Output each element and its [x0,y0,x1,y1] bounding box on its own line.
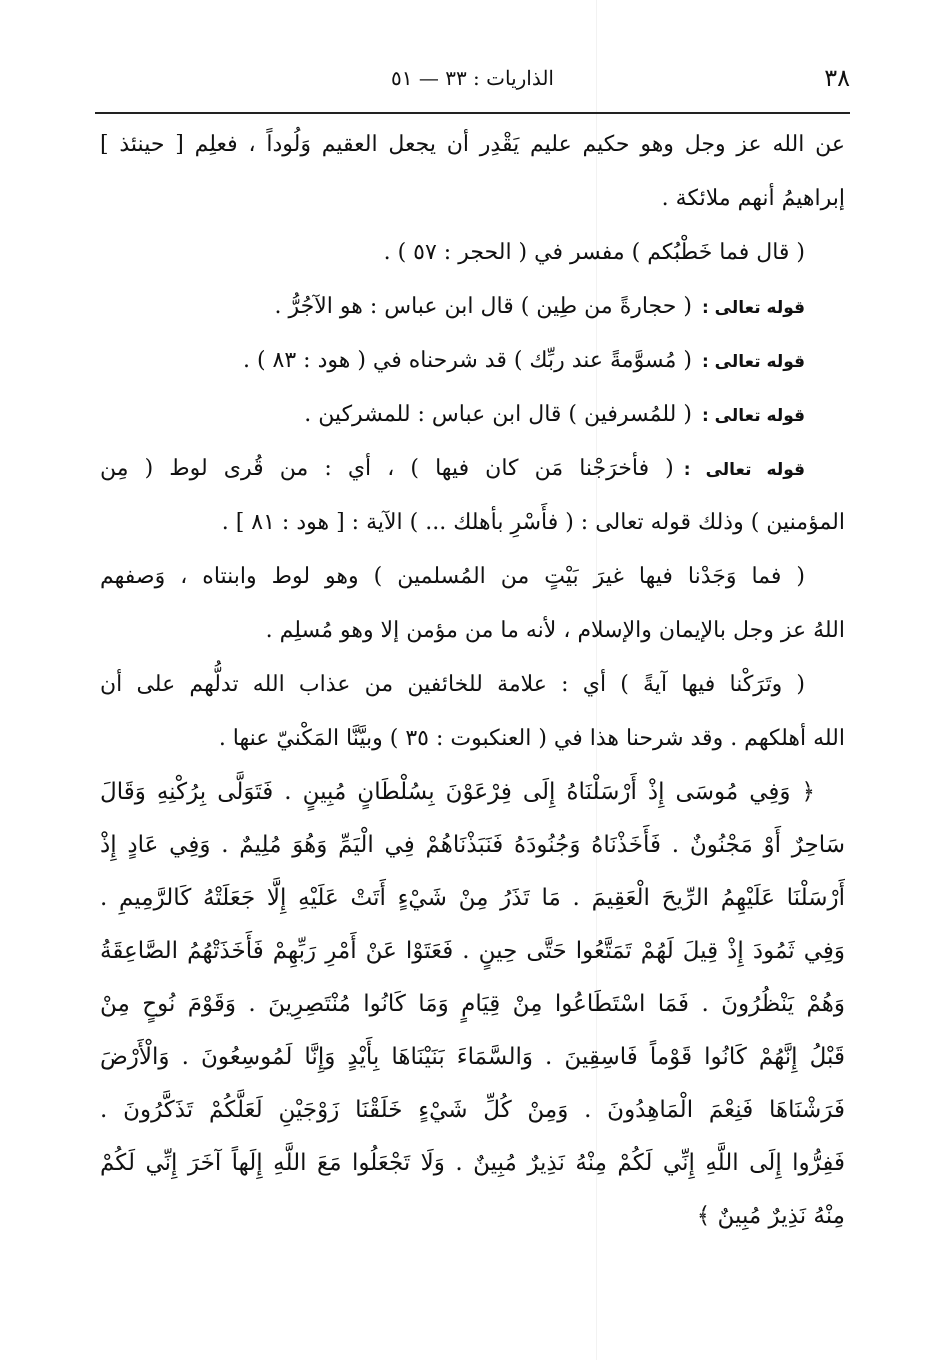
line-text: الله أهلكهم . وقد شرحنا هذا في ( العنكبوت : ٣٥ ) وبيَّنَّا المَكْنيّ عنها . [218,726,845,751]
text-line [100,388,845,442]
verse-label: قوله تعالى : [683,460,806,480]
text-line [100,550,845,604]
verse-label: قوله تعالى : [701,406,805,426]
line-text: اللهُ عز وجل بالإيمان والإسلام ، لأنه ما من مؤمن إلا وهو مُسلِم . [265,618,845,643]
line-text: ( مُسوَّمةً عند ربِّك ) قد شرحناه في ( هود : ٨٣ ) . [242,348,692,373]
quran-line: فَرَشْنَاهَا فَنِعْمَ الْمَاهِدُونَ . وَمِنْ كُلِّ شَيْءٍ خَلَقْنَا زَوْجَيْنِ لَعَلَّكُمْ تَذَكَّرُونَ . [100,1097,845,1123]
quran-line: فَفِرُّوا إِلَى اللَّهِ إِنِّي لَكُمْ مِنْهُ نَذِيرٌ مُبِينٌ . وَلَا تَجْعَلُوا مَعَ اللَّهِ إِلَهاً آخَرَ إِنِّي لَكُمْ [100,1150,845,1176]
verse-label: قوله تعالى : [701,298,805,318]
line-text: ( حجارةً من طِين ) قال ابن عباس : هو الآجُرُّ . [274,294,692,319]
line-text: ( وتَرَكْنا فيها آيةً ) أي : علامة للخائفين من عذاب الله تدلُّهم على أن [100,672,805,697]
text-line [100,442,845,496]
commentary-block [100,118,845,766]
quran-line: ﴿ وَفِي مُوسَى إِذْ أَرْسَلْنَاهُ إِلَى فِرْعَوْنَ بِسُلْطَانٍ مُبِينٍ . فَتَوَلَّى بِرُكْنِهِ وَقَالَ [100,779,815,805]
text-line [100,334,845,388]
line-text: المؤمنين ) وذلك قوله تعالى : ( فأَسْرِ بأهلك ... ) الآية : [ هود : ٨١ ] . [221,510,845,535]
header-divider [95,112,850,114]
text-line [100,658,845,712]
quran-passage [100,766,845,1243]
line-text: عن الله عز وجل وهو حكيم عليم يَقْدِر أن يجعل العقيم وَلُوداً ، فعلِم [ حينئذ ] [100,132,845,157]
page-body [100,118,845,1243]
text-line [100,604,845,658]
quran-line: قَبْلُ إِنَّهُمْ كَانُوا قَوْماً فَاسِقِينَ . وَالسَّمَاءَ بَنَيْنَاهَا بِأَيْدٍ وَإِنَّا لَمُوسِعُونَ . وَالْأَرْضَ [100,1044,845,1070]
verse-label: قوله تعالى : [701,352,805,372]
line-text: ( فما وَجَدْنا فيها غيرَ بَيْتٍ من المُسلمين ) وهو لوط وابنتاه ، وَصفهم [100,564,805,589]
text-line [100,226,845,280]
quran-line: وَهُمْ يَنْظُرُونَ . فَمَا اسْتَطَاعُوا مِنْ قِيَامٍ وَمَا كَانُوا مُنْتَصِرِينَ . وَقَوْمَ نُوحٍ مِنْ [100,991,845,1017]
quran-line: أَرْسَلْنَا عَلَيْهِمُ الرِّيحَ الْعَقِيمَ . مَا تَذَرُ مِنْ شَيْءٍ أَتَتْ عَلَيْهِ إِلَّا جَعَلَتْهُ كَالرَّمِيمِ . [100,885,845,911]
quran-line: مِنْهُ نَذِيرٌ مُبِينٌ ﴾ [696,1203,845,1229]
line-text: ( قال فما خَطْبُكم ) مفسر في ( الحجر : ٥٧ ) . [383,240,805,265]
text-line [100,712,845,766]
text-line [100,172,845,226]
text-line [100,280,845,334]
page-number: ٣٨ [824,64,850,92]
line-text: ( فأخرَجْنا مَن كان فيها ) ، أي : من قُرى لوط ( مِن [100,456,674,481]
page-header [95,60,850,100]
text-line [100,118,845,172]
line-text: إبراهيمُ أنهم ملائكة . [661,186,845,211]
line-text: ( للمُسرفين ) قال ابن عباس : للمشركين . [304,402,692,427]
quran-line: سَاحِرٌ أَوْ مَجْنُونٌ . فَأَخَذْنَاهُ وَجُنُودَهُ فَنَبَذْنَاهُمْ فِي الْيَمِّ وَهُوَ مُلِيمٌ . وَفِي عَادٍ إِذْ [100,832,845,858]
quran-line: وَفِي ثَمُودَ إِذْ قِيلَ لَهُمْ تَمَتَّعُوا حَتَّى حِينٍ . فَعَتَوْا عَنْ أَمْرِ رَبِّهِمْ فَأَخَذَتْهُمُ الصَّاعِقَةُ [100,938,845,964]
text-line [100,496,845,550]
running-title: الذاريات : ٣٣ — ٥١ [391,66,554,90]
